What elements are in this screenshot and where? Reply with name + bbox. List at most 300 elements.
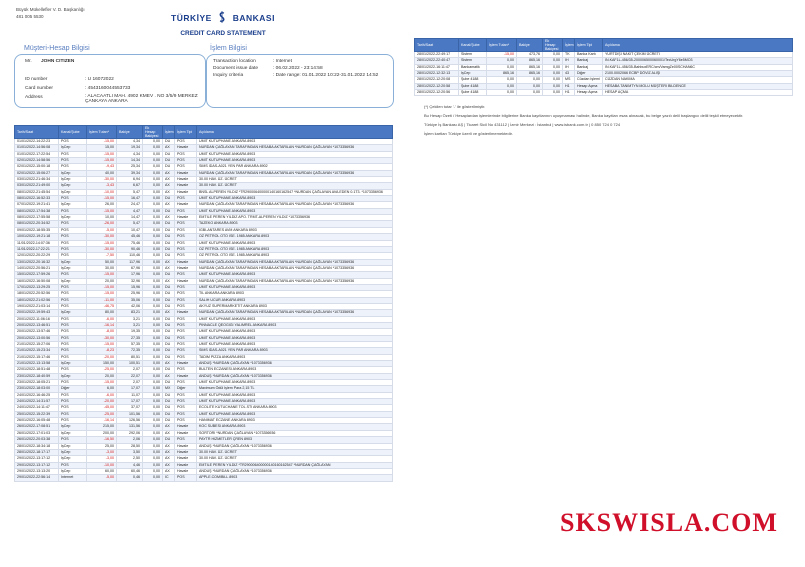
cell-balance: 24,47 [117, 202, 143, 208]
cell-type: POS [175, 316, 197, 322]
cell-channel: POS [59, 291, 87, 297]
cell-amount: -16,14 [87, 418, 117, 424]
cell-amount: 10,00 [87, 215, 117, 221]
table-row [415, 90, 793, 96]
cell-amount: -15,00 [87, 240, 117, 246]
cell-amount: 6,00 [87, 386, 117, 392]
cell-amount: 26,00 [87, 202, 117, 208]
id-value: : U 16072022 [85, 77, 114, 82]
cell-balance: 16,47 [117, 196, 143, 202]
cell-date: 20/01/2022-13:00:56 [15, 335, 59, 341]
cell-type: Bankaj [575, 58, 603, 64]
cell-channel: POS [59, 380, 87, 386]
customer-section-title: Müşteri-Hesap Bilgisi [24, 45, 90, 52]
cell-type: Havale [175, 361, 197, 367]
cell-channel: POS [59, 164, 87, 170]
cell-op: AX [163, 183, 175, 189]
col-header-op: İşlem [163, 126, 175, 139]
col-header-extra-balance: Ek Hesap Bakiyesi [143, 126, 163, 139]
cell-type: POS [175, 475, 197, 481]
cell-date: 09/01/2022-18:55:35 [15, 227, 59, 233]
cell-extra-balance: 0,00 [143, 303, 163, 309]
cell-channel: İnternet [59, 475, 87, 481]
cell-date: 21/01/2022-15:27:06 [15, 342, 59, 348]
cell-description: APPLE.COM/BILL 8903 [197, 475, 393, 481]
cell-op: DU [163, 367, 175, 373]
cell-balance: 35,06 [117, 297, 143, 303]
cell-date: 20/01/2022-13:57:46 [15, 329, 59, 335]
cell-op: MS [563, 77, 575, 83]
cell-description: BULTEN ECZANESI ANKARA 8903 [197, 367, 393, 373]
col-header-amount: İşlem Tutarı* [487, 39, 517, 52]
cell-channel: POS [59, 399, 87, 405]
cell-balance: 865,16 [517, 64, 543, 70]
cell-extra-balance: 0,00 [143, 405, 163, 411]
cell-balance: 90,46 [117, 246, 143, 252]
cell-balance: 110,46 [117, 253, 143, 259]
cell-channel: İşCep [59, 468, 87, 474]
cell-description: KOC SUBESI ANKARA 8903 [197, 424, 393, 430]
cell-description: EMTİLE PEREN YILDIZ APO. TRMT-ALPEREN YILDIZ *1073356936 [197, 215, 393, 221]
cell-op: AX [163, 424, 175, 430]
cell-date: 08/01/2022-17:54:38 [15, 208, 59, 214]
cell-balance: 17,07 [117, 399, 143, 405]
cell-op: AX [163, 310, 175, 316]
cell-type: POS [175, 303, 197, 309]
cell-description: SIMS IDAS-A021 YEN PAR ANKARA 8903 [197, 348, 393, 354]
cell-description: UMIT KUTUPHANE ANKARA 8903 [197, 380, 393, 386]
cell-description: NURDAN ÇAĞLAYAN TARAFINDAN HESABA AKTARILAN *NURDAN ÇAĞLAYAN *1073356936 [197, 202, 393, 208]
cell-amount: 200,00 [87, 430, 117, 436]
cell-channel: POS [59, 348, 87, 354]
cell-channel: İşCep [59, 449, 87, 455]
cell-channel: POS [59, 405, 87, 411]
cell-type: Banka Kartı [575, 52, 603, 58]
cell-balance: 80,51 [117, 354, 143, 360]
cell-date: 15/01/2022-17:59:26 [15, 272, 59, 278]
cell-channel: POS [59, 342, 87, 348]
cell-type: Havale [175, 215, 197, 221]
cell-extra-balance: 0,00 [143, 145, 163, 151]
cell-type: Havale [175, 468, 197, 474]
brand-left: TÜRKİYE [171, 13, 212, 23]
cell-type: POS [175, 291, 197, 297]
cell-extra-balance: 0,00 [543, 64, 563, 70]
cell-description: 30.00 HAV. ÜZ. ÜCRET [197, 183, 393, 189]
registry-line: Büyük Mükellefler V. D. Başkanlığı [16, 7, 85, 12]
statement-note: Bu Hesap Özeti / Hesaplardan işlemlerinde bilgilerine Banka kayıtlarının uyuşmaması halinde, Banka kayıtları esas alınacak, bu belge yazılı delil başlangıcı delili teşkil etmeyecektir. [424, 113, 744, 118]
cell-date: 28/01/2022-18:17:17 [15, 449, 59, 455]
col-header-channel: Kanal/Şube [59, 126, 87, 139]
col-header-type: İşlem Tipi [175, 126, 197, 139]
cell-date: 21/01/2022-15:23:34 [15, 348, 59, 354]
cell-amount: -25,00 [87, 411, 117, 417]
cell-description: UMIT KUTUPHANE ANKARA 8903 [197, 392, 393, 398]
cell-op: DU [163, 303, 175, 309]
cell-channel: POS [59, 392, 87, 398]
cell-channel: İşCep [59, 278, 87, 284]
cell-description: UMIT KUTUPHANE ANKARA 8903 [197, 272, 393, 278]
col-header-extra-balance: Ek Hesap Bakiyesi [543, 39, 563, 52]
cell-channel: İşCep [59, 215, 87, 221]
cell-extra-balance: 0,00 [543, 83, 563, 89]
cell-description: HESAP AÇMA [603, 90, 793, 96]
cell-channel: İşCep [59, 202, 87, 208]
cell-type: POS [175, 354, 197, 360]
cell-balance: 15,96 [117, 284, 143, 290]
cell-balance: 19,35 [117, 329, 143, 335]
cell-description: UMIT KUTUPHANE ANKARA 8903 [197, 151, 393, 157]
cell-op: DU [163, 335, 175, 341]
cell-type: Havale [175, 265, 197, 271]
cell-date: 08/01/2022-16:52:33 [15, 196, 59, 202]
location-label: Transaction location [213, 59, 256, 64]
cell-description: UMIT KUTUPHANE ANKARA 8903 [197, 240, 393, 246]
cell-op: AX [163, 468, 175, 474]
cell-balance: 14,34 [117, 158, 143, 164]
cell-description: TIL ANKARA ANKARA 8903 [197, 291, 393, 297]
cell-amount: -10,00 [87, 462, 117, 468]
cell-amount: -15,00 [87, 284, 117, 290]
cell-op: DU [163, 221, 175, 227]
cell-amount: 20,00 [87, 373, 117, 379]
cell-type: POS [175, 297, 197, 303]
cell-amount: 60,00 [87, 468, 117, 474]
cell-op: AX [163, 170, 175, 176]
cell-date: 20/01/2022-11:06:16 [15, 316, 59, 322]
cell-description: UMIT KUTUPHANE ANKARA 8903 [197, 399, 393, 405]
cell-balance: 17,07 [117, 386, 143, 392]
criteria-label: Inquiry criteria [213, 73, 244, 78]
address-value: : ALACAATLI MAH. 4902 KMEV . NO 3/5/9 MERKEZ ÇANKAYA ANKARA [85, 94, 198, 104]
cell-op: TK [563, 52, 575, 58]
cell-balance: 3,21 [117, 316, 143, 322]
cell-extra-balance: 0,00 [143, 196, 163, 202]
cell-balance: 67,96 [117, 265, 143, 271]
cell-amount: 0,00 [487, 58, 517, 64]
card-number-label: Card number [25, 86, 53, 91]
transactions-body [15, 139, 393, 482]
cell-op: AX [163, 259, 175, 265]
cell-type: Havale [175, 202, 197, 208]
cell-amount: -11,00 [87, 297, 117, 303]
cell-extra-balance: 0,00 [143, 183, 163, 189]
cell-balance: 2,07 [117, 367, 143, 373]
cell-balance: 473,76 [517, 52, 543, 58]
customer-name: JOHN CITIZEN [41, 59, 75, 64]
table-row [15, 475, 393, 481]
col-header-amount: İşlem Tutarı* [87, 126, 117, 139]
cell-date: 01/01/2022-17:22:54 [15, 151, 59, 157]
cell-description: HANIMAT ECZANE ANKARA 8903 [197, 418, 393, 424]
cell-op: DU [163, 342, 175, 348]
cell-channel: POS [59, 284, 87, 290]
cell-date: 18/01/2022-20:52:56 [15, 291, 59, 297]
cell-amount: -30,00 [87, 234, 117, 240]
cell-balance: 60,46 [117, 468, 143, 474]
cell-amount: -8,23 [87, 348, 117, 354]
cell-op: DU [163, 164, 175, 170]
cell-op: DU [163, 227, 175, 233]
cell-type: Havale [175, 177, 197, 183]
cell-balance: 6,94 [117, 177, 143, 183]
address-label: Address [25, 95, 43, 100]
statement-page-2 [410, 0, 796, 567]
cell-type: Havale [175, 456, 197, 462]
cell-date: 02/01/2022-15:06:27 [15, 170, 59, 176]
cell-balance: 22,07 [117, 373, 143, 379]
cell-date: 28/01/2022-18:34:18 [15, 443, 59, 449]
registry-line: 481 005 5530 [16, 14, 44, 19]
cell-amount: 80,00 [87, 310, 117, 316]
cell-op: AX [163, 278, 175, 284]
cell-balance: 0,00 [517, 90, 543, 96]
transactions-body [415, 52, 793, 96]
cell-type: POS [175, 221, 197, 227]
cell-op: DU [163, 246, 175, 252]
cell-channel: POS [59, 246, 87, 252]
cell-date: 07/01/2022-19:21:41 [15, 202, 59, 208]
cell-amount: -15,00 [87, 151, 117, 157]
cell-extra-balance: 0,00 [143, 215, 163, 221]
cell-channel: İşCep [59, 265, 87, 271]
cell-date: 29/01/2022-13:17:12 [15, 456, 59, 462]
cell-type: POS [175, 437, 197, 443]
cell-op: DU [163, 348, 175, 354]
cell-extra-balance: 0,00 [543, 77, 563, 83]
cell-extra-balance: 0,00 [143, 335, 163, 341]
cell-description: ANDUŞ *NURDAN ÇAĞLAYAN *1073356936 [197, 468, 393, 474]
cell-extra-balance: 0,00 [143, 361, 163, 367]
process-section-title: İşlem Bilgisi [210, 45, 247, 52]
cell-description: IN.KAF1L-456/35-200006500060001/TecUrgY6e5MO3 [603, 58, 793, 64]
cell-amount: -15,00 [87, 208, 117, 214]
cell-amount: -6,00 [87, 392, 117, 398]
cell-op: DU [163, 291, 175, 297]
cell-type: Havale [175, 278, 197, 284]
cell-extra-balance: 0,00 [143, 310, 163, 316]
cell-type: POS [175, 151, 197, 157]
cell-channel: Şube 4188 [459, 90, 487, 96]
cell-op: DU [163, 151, 175, 157]
cell-channel: İşCep [59, 183, 87, 189]
cell-date: 17/01/2022-13:29:25 [15, 284, 59, 290]
cell-type: POS [175, 392, 197, 398]
cell-extra-balance: 0,00 [143, 475, 163, 481]
cell-balance: 865,16 [517, 71, 543, 77]
cell-description: SIMS IDAS-A021 YEN PAR ANKARA 8902 [197, 164, 393, 170]
cell-channel: Bankamatik [459, 64, 487, 70]
cell-description: BNSL ALPEREN YILDIZ *TR290006400000140160162547 *NURDAN ÇAĞLAYAN AVA.EDEN 0.1T3. *1073356936 [197, 189, 393, 195]
cell-balance: 4,34 [117, 139, 143, 145]
cell-extra-balance: 0,00 [143, 443, 163, 449]
cell-amount: -30,00 [87, 246, 117, 252]
cell-channel: POS [59, 322, 87, 328]
cell-extra-balance: 0,00 [143, 424, 163, 430]
cell-description: EMTİLE PEREN YILDIZ *TR290006400000140160162547 *NURDAN ÇAĞLAYAN [197, 462, 393, 468]
cell-date: 28/01/2022-12:20:58 [415, 83, 459, 89]
cell-channel: POS [59, 329, 87, 335]
cell-description: ANDUŞ *NURDAN ÇAĞLAYAN *1073356936 [197, 373, 393, 379]
cell-date: 19/01/2022-21:03:14 [15, 303, 59, 309]
cell-date: 28/01/2022-22:49:17 [415, 52, 459, 58]
cell-balance: 72,35 [117, 348, 143, 354]
cell-channel: İşCep [59, 189, 87, 195]
cell-type: Havale [175, 462, 197, 468]
cell-channel: İşCep [59, 259, 87, 265]
cell-type: POS [175, 329, 197, 335]
cell-amount: -15,00 [87, 291, 117, 297]
cell-balance: 4,47 [117, 208, 143, 214]
cell-extra-balance: 0,00 [143, 316, 163, 322]
cell-type: POS [175, 335, 197, 341]
customer-title-label: Mr. [25, 59, 32, 64]
col-header-date: Tarih/Saat [415, 39, 459, 52]
cell-type: POS [175, 380, 197, 386]
issue-date-label: Document issue date [213, 66, 259, 71]
cell-op: MX [163, 386, 175, 392]
cell-date: 20/01/2022-13:46:51 [15, 322, 59, 328]
cell-op: AX [163, 430, 175, 436]
cell-date: 24/01/2022-14:11:47 [15, 405, 59, 411]
cell-extra-balance: 0,00 [143, 399, 163, 405]
cell-amount: -5,00 [87, 227, 117, 233]
cell-extra-balance: 0,00 [143, 253, 163, 259]
cell-op: AX [163, 361, 175, 367]
cell-extra-balance: 0,00 [143, 297, 163, 303]
cell-date: 28/01/2022-12:20:08 [415, 77, 459, 83]
cell-op: DU [163, 284, 175, 290]
cell-description: 30.00 HAV. ÜZ. ÜCRET [197, 456, 393, 462]
criteria-value: : Date range: 01.01.2022 10:22-31.01.2022 14:52 [273, 73, 379, 78]
cell-description: TAZEKO ANKARA 8903 [197, 221, 393, 227]
cell-date: 26/01/2022-20:03:38 [15, 437, 59, 443]
cell-balance: 6,67 [117, 183, 143, 189]
cell-extra-balance: 0,00 [143, 177, 163, 183]
cell-amount: 50,00 [87, 259, 117, 265]
cell-type: Havale [175, 430, 197, 436]
cell-type: POS [175, 164, 197, 170]
cell-description: UMIT KUTUPHANE ANKARA 8903 [197, 335, 393, 341]
bank-logo [168, 8, 278, 37]
cell-extra-balance: 0,00 [143, 265, 163, 271]
cell-channel: İşCep [59, 361, 87, 367]
statement-note: Türkiye İş Bankası AŞ | Ticaret Sicil No 431112 | İzmir Merkezi : İstanbul | www.isbank.com.tr | 0 850 724 0 724 [424, 122, 621, 127]
cell-extra-balance: 0,00 [143, 367, 163, 373]
cell-description: CÜZDAN NAKİMA [603, 77, 793, 83]
cell-date: 03/01/2022-21:46:34 [15, 177, 59, 183]
cell-amount: 0,00 [487, 90, 517, 96]
cell-extra-balance: 0,00 [143, 208, 163, 214]
bank-registry-info [16, 6, 85, 20]
cell-channel: POS [59, 418, 87, 424]
cell-description: NURDAN ÇAĞLAYAN TARAFINDAN HESABA AKTARILAN *NURDAN ÇAĞLAYAN *1073356936 [197, 259, 393, 265]
cell-amount: -3,00 [87, 449, 117, 455]
cell-description: UMIT KUTUPHANE ANKARA 8903 [197, 284, 393, 290]
cell-balance: 37,07 [117, 405, 143, 411]
cell-op: AX [163, 449, 175, 455]
cell-date: 13/01/2022-20:16:32 [15, 259, 59, 265]
cell-date: 22/01/2022-18:51:48 [15, 367, 59, 373]
statement-title: CREDIT CARD STATEMENT [180, 30, 266, 37]
cell-op: DU [163, 272, 175, 278]
cell-type: POS [175, 322, 197, 328]
cell-amount: 25,00 [87, 443, 117, 449]
cell-amount: -5,00 [87, 475, 117, 481]
cell-description: Maximum Ödül İşlem Para 2,15 TL [197, 386, 393, 392]
cell-extra-balance: 0,00 [143, 386, 163, 392]
cell-op: DU [163, 411, 175, 417]
cell-extra-balance: 0,00 [143, 411, 163, 417]
cell-amount: 15,00 [87, 145, 117, 151]
cell-description: UMIT KUTUPHANE ANKARA 8903 [197, 196, 393, 202]
cell-extra-balance: 0,00 [143, 284, 163, 290]
cell-op: DU [163, 139, 175, 145]
cell-channel: POS [59, 437, 87, 443]
cell-op: DU [163, 392, 175, 398]
cell-op: DU [163, 297, 175, 303]
cell-type: POS [175, 418, 197, 424]
cell-channel: İşCep [59, 424, 87, 430]
cell-amount: -15,00 [87, 158, 117, 164]
cell-type: Havale [175, 259, 197, 265]
cell-op: DU [163, 380, 175, 386]
cell-description: UMIT KUTUPHANE ANKARA 8903 [197, 342, 393, 348]
cell-amount: -15,00 [87, 272, 117, 278]
cell-balance: 5,47 [117, 189, 143, 195]
cell-extra-balance: 0,00 [143, 234, 163, 240]
cell-date: 28/01/2022-12:32:13 [415, 71, 459, 77]
cell-op: H1 [563, 90, 575, 96]
cell-channel: POS [59, 411, 87, 417]
cell-amount: -16,50 [87, 437, 117, 443]
cell-description: ECOLITE KUTUCHANE TOL.STI ANKARA 8903 [197, 405, 393, 411]
cell-balance: 292,06 [117, 430, 143, 436]
cell-extra-balance: 0,00 [143, 246, 163, 252]
cell-extra-balance: 0,00 [143, 278, 163, 284]
cell-amount: -3,43 [87, 183, 117, 189]
cell-extra-balance: 0,00 [143, 272, 163, 278]
col-header-channel: Kanal/Şube [459, 39, 487, 52]
cell-description: IN.KAF1L-456/35-BahbuxERC/cm/VamgZe00SCHAN6C [603, 64, 793, 70]
cell-type: Havale [175, 373, 197, 379]
cell-type: POS [175, 348, 197, 354]
cell-date: 10/01/2022-19:21:18 [15, 234, 59, 240]
cell-balance: 14,47 [117, 215, 143, 221]
statement-page-1 [10, 0, 396, 567]
cell-op: DU [163, 253, 175, 259]
cell-channel: İşCep [59, 373, 87, 379]
cell-extra-balance: 0,00 [543, 58, 563, 64]
cell-channel: POS [59, 139, 87, 145]
cell-op: 43 [563, 71, 575, 77]
cell-balance: 101,56 [117, 411, 143, 417]
cell-description: OZ PETROL OTO ISE. 1985 ANKARA 8903 [197, 246, 393, 252]
cell-amount: -20,00 [87, 399, 117, 405]
statement-note: İşlem kartları Türkiye üzerli ve gösterilmemektedir. [424, 131, 513, 136]
cell-channel: POS [59, 367, 87, 373]
cell-description: AKYUZ SUPERMARKETIT ANKARA 8903 [197, 303, 393, 309]
cell-type: POS [175, 284, 197, 290]
cell-type: Hesap Açma [575, 90, 603, 96]
cell-channel: POS [59, 316, 87, 322]
cell-extra-balance: 0,00 [143, 240, 163, 246]
cell-extra-balance: 0,00 [143, 462, 163, 468]
cell-amount: -15,00 [87, 196, 117, 202]
cell-extra-balance: 0,00 [143, 329, 163, 335]
cell-amount: -7,50 [87, 253, 117, 259]
cell-balance: 10,47 [117, 227, 143, 233]
